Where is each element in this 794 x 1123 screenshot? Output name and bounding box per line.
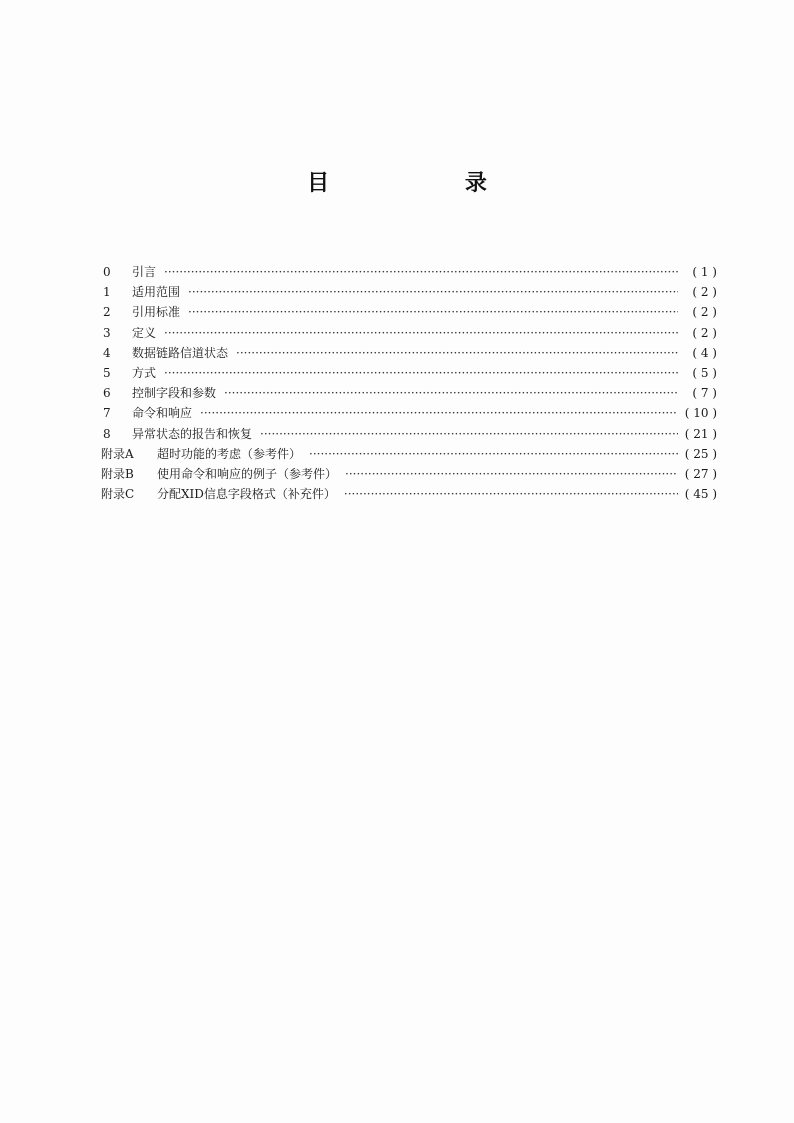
toc-entry-label: 适用范围 [132, 285, 181, 300]
toc-entry-label: 控制字段和参数 [132, 386, 217, 401]
toc-entry-label: 引言 [132, 265, 157, 279]
toc-entry[interactable] [101, 282, 717, 302]
page-title: 目 录 [307, 171, 551, 196]
toc-entry-page: ( 1 ) [692, 265, 717, 279]
toc-entry[interactable] [101, 262, 717, 282]
dot-leader [164, 363, 678, 383]
toc-entry-number: 5 [103, 365, 111, 380]
toc-entry[interactable] [101, 383, 717, 403]
toc-entry-number: 1 [103, 285, 111, 300]
toc-entry[interactable] [101, 302, 717, 322]
dot-leader [188, 302, 678, 322]
toc-entry-page: ( 4 ) [692, 345, 717, 360]
dot-leader [188, 282, 678, 302]
toc-entry-page: ( 2 ) [692, 285, 717, 300]
toc-entry-number: 7 [103, 406, 111, 421]
dot-leader [236, 343, 678, 363]
toc-entry[interactable] [101, 403, 717, 423]
dot-leader [344, 484, 678, 504]
toc-entry-page: ( 21 ) [684, 426, 717, 441]
toc-entry-page: ( 45 ) [684, 487, 717, 502]
toc-entry[interactable] [101, 464, 717, 484]
toc-entry[interactable] [101, 343, 717, 363]
toc-entry-page: ( 7 ) [692, 386, 717, 401]
toc-entry-label: 定义 [132, 325, 157, 340]
toc-entry[interactable] [101, 444, 717, 464]
toc-entry[interactable] [101, 424, 717, 444]
toc-entry-number: 附录B [101, 466, 134, 481]
toc-entry-number: 0 [103, 265, 111, 279]
toc-entry-label: 方式 [132, 365, 157, 380]
dot-leader [309, 444, 678, 464]
toc-entry-page: ( 25 ) [684, 446, 717, 461]
toc-entry-number: 8 [103, 426, 111, 441]
dot-leader [345, 464, 678, 484]
dot-leader [224, 383, 678, 403]
table-of-contents [101, 262, 717, 504]
dot-leader [260, 424, 678, 444]
toc-entry-label: 数据链路信道状态 [132, 345, 229, 360]
toc-entry-page: ( 27 ) [684, 466, 717, 481]
toc-entry[interactable] [101, 363, 717, 383]
dot-leader [164, 323, 678, 343]
toc-entry-number: 附录C [101, 487, 135, 502]
toc-entry-page: ( 2 ) [692, 305, 717, 320]
toc-entry[interactable] [101, 484, 717, 504]
toc-entry-label: 使用命令和响应的例子（参考件） [157, 466, 338, 481]
toc-entry-page: ( 10 ) [684, 406, 717, 421]
toc-entry-number: 6 [103, 386, 111, 401]
dot-leader [164, 262, 678, 282]
toc-entry-label: 分配XID信息字段格式（补充件） [157, 487, 336, 502]
toc-entry-number: 3 [103, 325, 111, 340]
toc-entry-label: 命令和响应 [132, 406, 193, 421]
toc-entry-label: 超时功能的考虑（参考件） [157, 446, 302, 461]
toc-entry-number: 4 [103, 345, 111, 360]
toc-entry[interactable] [101, 323, 717, 343]
toc-entry-number: 附录A [101, 446, 134, 461]
toc-entry-label: 引用标准 [132, 305, 181, 320]
toc-entry-page: ( 5 ) [692, 365, 717, 380]
toc-entry-page: ( 2 ) [692, 325, 717, 340]
dot-leader [200, 403, 678, 423]
toc-entry-label: 异常状态的报告和恢复 [132, 426, 253, 441]
toc-entry-number: 2 [103, 305, 111, 320]
